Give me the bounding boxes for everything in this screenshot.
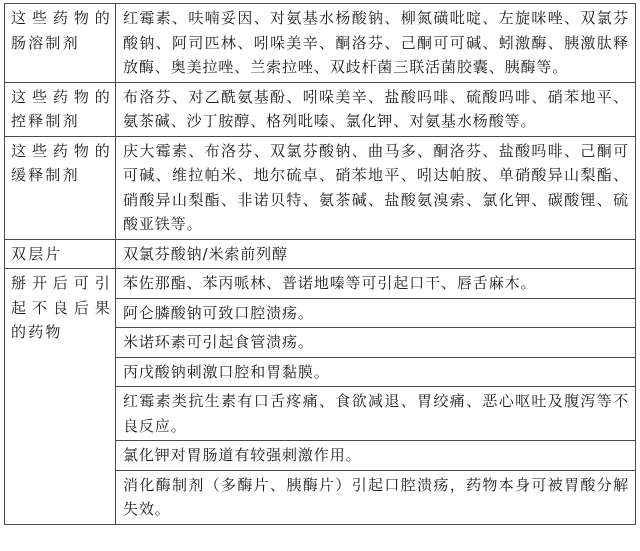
table-row	[5, 136, 636, 239]
content-cell: 红霉素类抗生素有口舌疼痛、食欲减退、胃绞痛、恶心呕吐及腹泻等不良反应。	[116, 387, 636, 441]
content-cell: 丙戊酸钠刺激口腔和胃黏膜。	[116, 357, 636, 387]
content-cell: 消化酶制剂（多酶片、胰酶片）引起口腔溃疡，药物本身可被胃酸分解失效。	[116, 470, 636, 524]
category-cell: 掰开后可引起不良后果的药物	[5, 269, 116, 525]
content-cell: 布洛芬、对乙酰氨基酚、吲哚美辛、盐酸吗啡、硫酸吗啡、硝苯地平、氨茶碱、沙丁胺醇、格列吡嗪、氯化钾、对氨基水杨酸等。	[116, 82, 636, 136]
content-cell: 苯佐那酯、苯丙哌林、普诺地嗪等可引起口干、唇舌麻木。	[116, 269, 636, 299]
category-cell: 这些药物的肠溶制剂	[5, 4, 116, 83]
content-cell: 红霉素、呋喃妥因、对氨基水杨酸钠、柳氮磺吡啶、左旋咪唑、双氯芬酸钠、阿司匹林、吲哚美辛、酮洛芬、己酮可可碱、蚓激酶、胰激肽释放酶、奥美拉唑、兰索拉唑、双歧杆菌三联活菌胶囊、胰酶等。	[116, 4, 636, 83]
content-cell: 双氯芬酸钠/米索前列醇	[116, 239, 636, 269]
content-cell: 阿仑膦酸钠可致口腔溃疡。	[116, 298, 636, 328]
drug-formulation-table	[4, 3, 636, 525]
content-cell: 氯化钾对胃肠道有较强刺激作用。	[116, 441, 636, 471]
table-row	[5, 4, 636, 83]
category-cell: 双层片	[5, 239, 116, 269]
content-cell: 庆大霉素、布洛芬、双氯芬酸钠、曲马多、酮洛芬、盐酸吗啡、己酮可可碱、维拉帕米、地尔硫卓、硝苯地平、吲达帕胺、单硝酸异山梨酯、硝酸异山梨酯、非诺贝特、氨茶碱、盐酸氨溴索、氯化钾、碳酸锂、硫酸亚铁等。	[116, 136, 636, 239]
table-row	[5, 239, 636, 269]
content-cell: 米诺环素可引起食管溃疡。	[116, 328, 636, 358]
table-row	[5, 269, 636, 299]
category-cell: 这些药物的控释制剂	[5, 82, 116, 136]
table-row	[5, 82, 636, 136]
category-cell: 这些药物的缓释制剂	[5, 136, 116, 239]
